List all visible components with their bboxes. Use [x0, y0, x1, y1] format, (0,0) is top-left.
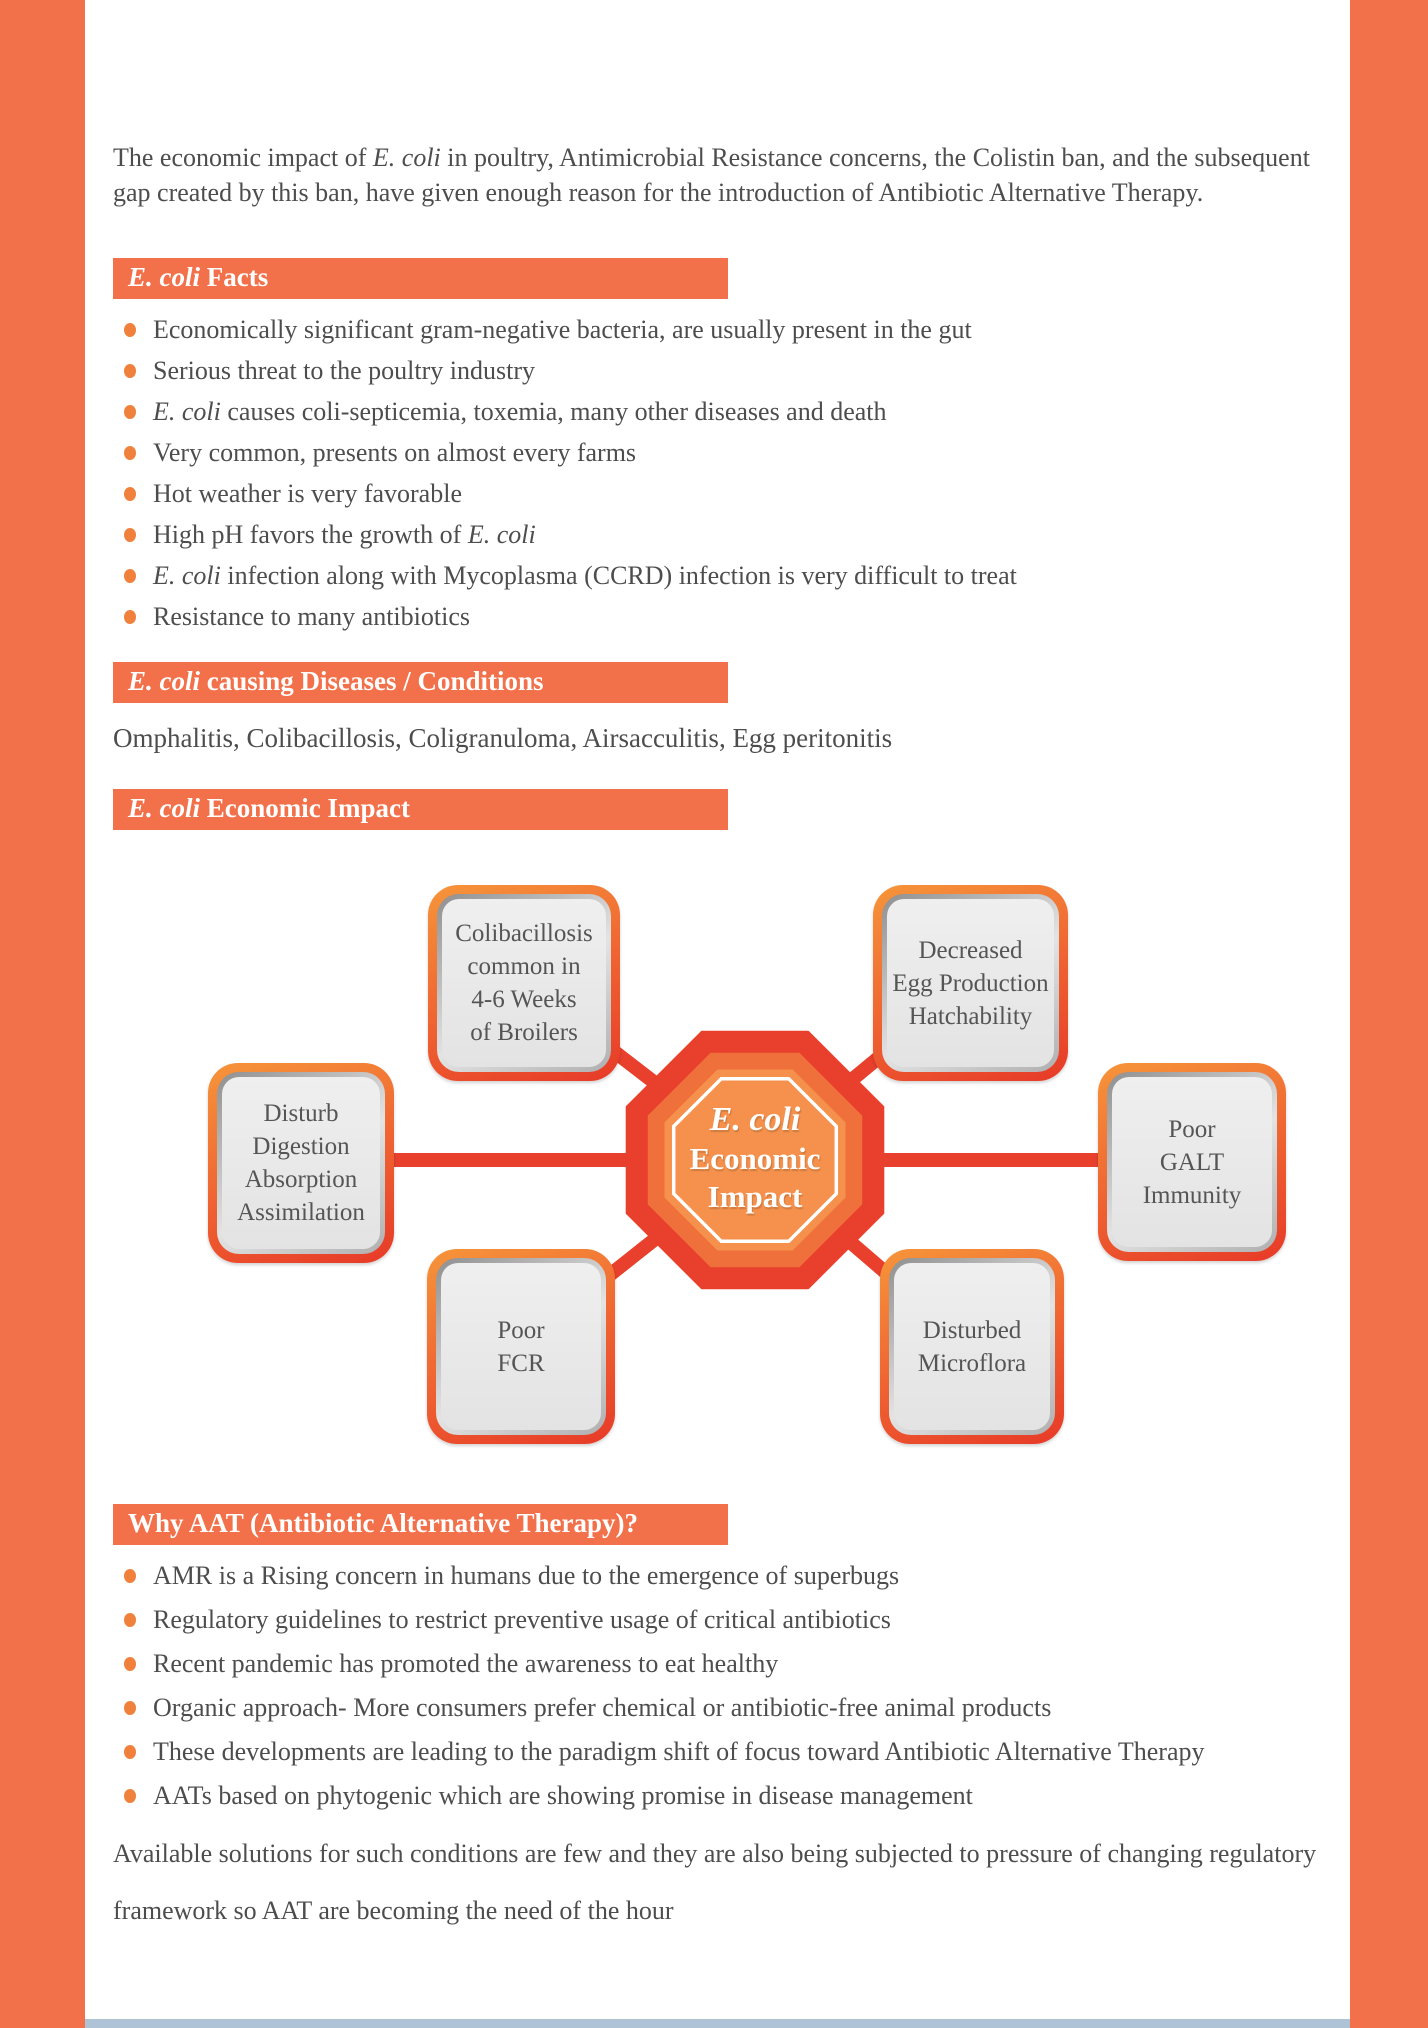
header-text: Economic Impact [200, 793, 410, 823]
bullet-icon [124, 405, 136, 419]
left-border-accent [0, 0, 85, 2028]
bullet-icon [124, 487, 136, 501]
bullet-icon [124, 1701, 136, 1715]
list-item: Serious threat to the poultry industry [113, 356, 1314, 386]
list-item: Recent pandemic has promoted the awareness to eat healthy [113, 1649, 1314, 1679]
bullet-icon [124, 1745, 136, 1759]
diagram-box-egg-production: Decreased Egg Production Hatchability [873, 885, 1068, 1081]
bullet-icon [124, 610, 136, 624]
bottom-divider-line [85, 2019, 1350, 2028]
diagram-box-digestion: Disturb Digestion Absorption Assimilation [208, 1063, 394, 1263]
header-italic: E. coli [128, 262, 200, 292]
list-item: AATs based on phytogenic which are showing promise in disease management [113, 1781, 1314, 1811]
diagram-box-microflora: Disturbed Microflora [880, 1249, 1064, 1444]
bullet-icon [124, 1613, 136, 1627]
intro-text-cont: in poultry, Antimicrobial Resistance concerns, the Colistin ban, and the subsequent gap created by this ban, have given enough reason for the introduction of Antibiotic Alternative Therapy. [113, 143, 1310, 207]
list-item: Regulatory guidelines to restrict preventive usage of critical antibiotics [113, 1605, 1314, 1635]
section-header-ecoli-facts [113, 258, 728, 299]
list-item: Resistance to many antibiotics [113, 602, 1314, 632]
header-text: Facts [200, 262, 269, 292]
list-item: E. coli causes coli-septicemia, toxemia, many other diseases and death [113, 397, 1314, 427]
why-aat-list [113, 1561, 1314, 1811]
bullet-icon [124, 364, 136, 378]
bullet-icon [124, 1569, 136, 1583]
diagram-box-fcr: Poor FCR [427, 1249, 615, 1444]
intro-text: The economic impact of [113, 143, 373, 172]
header-italic: E. coli [128, 666, 200, 696]
bullet-icon [124, 446, 136, 460]
diagram-box-galt-immunity: Poor GALT Immunity [1098, 1063, 1286, 1261]
page-content [85, 0, 1350, 2028]
bullet-icon [124, 1657, 136, 1671]
list-item: Hot weather is very favorable [113, 479, 1314, 509]
bullet-icon [124, 323, 136, 337]
closing-paragraph: Available solutions for such conditions are few and they are also being subjected to pressure of changing regulatory framework so AAT are becoming the need of the hour [113, 1839, 1317, 1925]
bullet-icon [124, 1789, 136, 1803]
intro-italic-term: E. coli [372, 143, 441, 172]
section-header-causing-diseases [113, 662, 728, 703]
section-header-economic-impact [113, 789, 728, 830]
diagram-box-colibacillosis: Colibacillosis common in 4-6 Weeks of Broilers [428, 885, 620, 1081]
facts-list [113, 315, 1314, 632]
header-italic: E. coli [128, 793, 200, 823]
list-item: Economically significant gram-negative bacteria, are usually present in the gut [113, 315, 1314, 345]
octagon-center-label: E. coli Economic Impact [689, 1101, 821, 1214]
economic-impact-diagram [113, 860, 1314, 1470]
intro-paragraph [113, 140, 1318, 210]
bullet-icon [124, 569, 136, 583]
list-item: AMR is a Rising concern in humans due to the emergence of superbugs [113, 1561, 1314, 1591]
header-text: Why AAT (Antibiotic Alternative Therapy)? [128, 1508, 639, 1538]
diseases-conditions-text: Omphalitis, Colibacillosis, Coligranuloma, Airsacculitis, Egg peritonitis [113, 723, 893, 753]
list-item: Organic approach- More consumers prefer chemical or antibiotic-free animal products [113, 1693, 1314, 1723]
list-item: These developments are leading to the paradigm shift of focus toward Antibiotic Alternative Therapy [113, 1737, 1314, 1767]
list-item: High pH favors the growth of E. coli [113, 520, 1314, 550]
header-text: causing Diseases / Conditions [200, 666, 544, 696]
list-item: E. coli infection along with Mycoplasma (CCRD) infection is very difficult to treat [113, 561, 1314, 591]
bullet-icon [124, 528, 136, 542]
section-header-why-aat [113, 1504, 728, 1545]
list-item: Very common, presents on almost every farms [113, 438, 1314, 468]
